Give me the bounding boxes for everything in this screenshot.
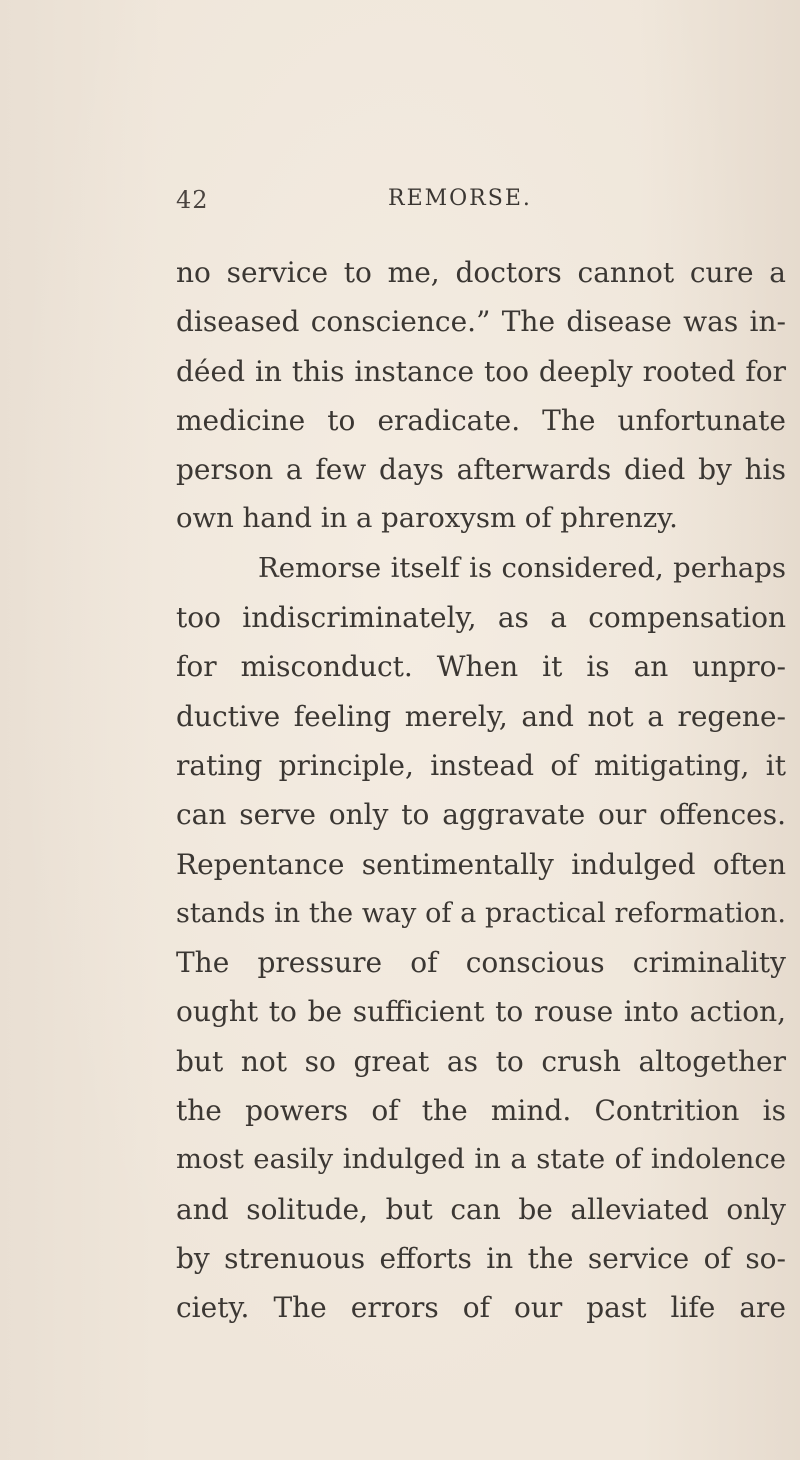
page-number: 42 [176, 186, 209, 214]
text-line: déed in this instance too deeply rooted for [176, 354, 786, 388]
text-line: most easily indulged in a state of indolence [176, 1143, 786, 1176]
text-line: own hand in a paroxysm of phrenzy. [176, 502, 678, 535]
text-line: too indiscriminately, as a compensation [176, 601, 786, 635]
text-line: person a few days afterwards died by his [176, 453, 786, 487]
text-line: and solitude, but can be alleviated only [176, 1192, 786, 1226]
running-head [0, 186, 800, 226]
text-line: Repentance sentimentally indulged often [176, 847, 786, 881]
text-line: by strenuous efforts in the service of so- [176, 1241, 786, 1275]
text-line: but not so great as to crush altogether [176, 1044, 786, 1078]
text-line: medicine to eradicate. The unfortunate [176, 403, 786, 437]
text-line: The pressure of conscious criminality [176, 946, 786, 980]
text-line: can serve only to aggravate our offences. [176, 798, 786, 832]
text-line: no service to me, doctors cannot cure a [176, 256, 786, 289]
text-line: diseased conscience.” The disease was in- [176, 305, 786, 339]
text-line: rating principle, instead of mitigating, it [176, 748, 786, 782]
text-line: stands in the way of a practical reformation. [176, 897, 786, 929]
text-line: the powers of the mind. Contrition is [176, 1094, 786, 1128]
text-line: Remorse itself is considered, perhaps [258, 551, 786, 584]
text-line: ought to be sufficient to rouse into action, [176, 995, 786, 1029]
text-line: ductive feeling merely, and not a regene- [176, 699, 786, 733]
text-line: ciety. The errors of our past life are [176, 1291, 786, 1325]
body-text [176, 248, 786, 1333]
running-title: REMORSE. [388, 186, 532, 211]
text-line: for misconduct. When it is an unpro- [176, 650, 786, 684]
